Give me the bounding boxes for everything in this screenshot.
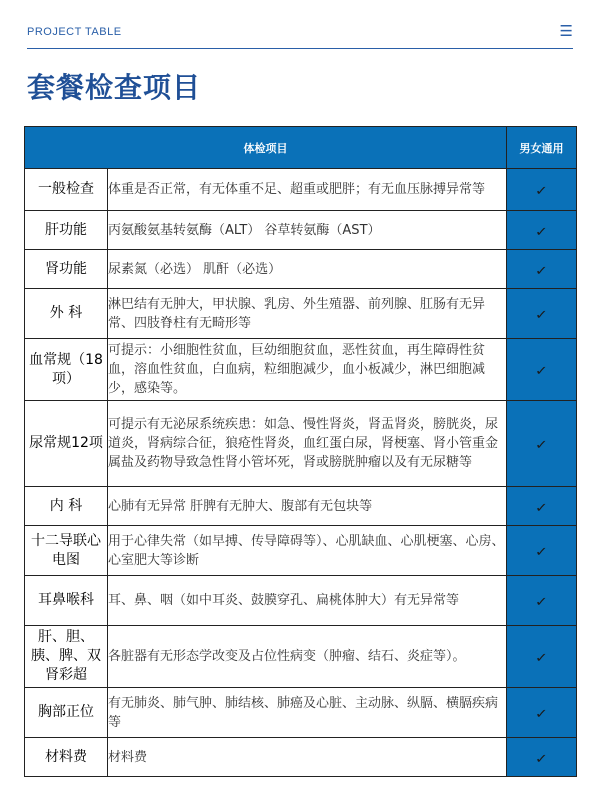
check-icon: ✓ bbox=[534, 308, 549, 323]
item-name: 内 科 bbox=[25, 487, 108, 526]
item-name: 肝功能 bbox=[25, 211, 108, 250]
item-name: 血常规（18项） bbox=[25, 339, 108, 401]
item-description: 耳、鼻、咽（如中耳炎、鼓膜穿孔、扁桃体肿大）有无异常等 bbox=[108, 576, 507, 626]
menu-icon[interactable]: ☰ bbox=[559, 22, 573, 40]
item-description: 尿素氮（必选） 肌酐（必选） bbox=[108, 250, 507, 289]
check-icon: ✓ bbox=[534, 224, 549, 240]
item-name: 一般检查 bbox=[25, 169, 108, 211]
general-cell bbox=[507, 576, 577, 626]
table-header-row bbox=[25, 127, 577, 169]
item-description: 可提示有无泌尿系统疾患：如急、慢性肾炎，肾盂肾炎，膀胱炎，尿道炎，肾病综合征，狼疮性肾炎，血红蛋白尿，肾梗塞、肾小管重金属盐及药物导致急性肾小管坏死，肾或膀胱肿瘤以及有无尿糖等 bbox=[108, 401, 507, 487]
top-bar bbox=[27, 20, 573, 49]
check-icon: ✓ bbox=[534, 595, 549, 610]
general-cell bbox=[507, 339, 577, 401]
general-cell bbox=[507, 688, 577, 738]
table-row bbox=[25, 487, 577, 526]
general-cell bbox=[507, 289, 577, 339]
item-name: 耳鼻喉科 bbox=[25, 576, 108, 626]
package-table bbox=[24, 126, 577, 777]
page-title: 套餐检查项目 bbox=[27, 71, 202, 104]
item-name: 胸部正位 bbox=[25, 688, 108, 738]
table-row bbox=[25, 526, 577, 576]
general-cell bbox=[507, 487, 577, 526]
item-name: 肝、胆、胰、脾、双肾彩超 bbox=[25, 626, 108, 688]
item-description: 可提示：小细胞性贫血，巨幼细胞贫血，恶性贫血，再生障碍性贫血，溶血性贫血，白血病，粒细胞减少，血小板减少，淋巴细胞减少，感染等。 bbox=[108, 339, 507, 401]
table-row bbox=[25, 289, 577, 339]
item-name: 材料费 bbox=[25, 738, 108, 777]
general-cell bbox=[507, 401, 577, 487]
general-cell bbox=[507, 626, 577, 688]
check-icon: ✓ bbox=[534, 364, 549, 379]
item-description: 各脏器有无形态学改变及占位性病变（肿瘤、结石、炎症等）。 bbox=[108, 626, 507, 688]
table-row bbox=[25, 169, 577, 211]
check-icon: ✓ bbox=[534, 651, 549, 666]
item-description: 体重是否正常，有无体重不足、超重或肥胖；有无血压脉搏异常等 bbox=[108, 169, 507, 211]
item-description: 用于心律失常（如早搏、传导障碍等）、心肌缺血、心肌梗塞、心房、心室肥大等诊断 bbox=[108, 526, 507, 576]
brand-label: PROJECT TABLE bbox=[27, 26, 122, 38]
general-cell bbox=[507, 211, 577, 250]
item-description: 心肺有无异常 肝脾有无肿大、腹部有无包块等 bbox=[108, 487, 507, 526]
item-description: 有无肺炎、肺气肿、肺结核、肺癌及心脏、主动脉、纵膈、横膈疾病等 bbox=[108, 688, 507, 738]
check-icon: ✓ bbox=[534, 500, 549, 516]
table-row bbox=[25, 339, 577, 401]
item-description: 丙氨酸氨基转氨酶（ALT） 谷草转氨酶（AST） bbox=[108, 211, 507, 250]
table-row bbox=[25, 626, 577, 688]
table-row bbox=[25, 576, 577, 626]
table-row bbox=[25, 688, 577, 738]
general-cell bbox=[507, 250, 577, 289]
item-name: 肾功能 bbox=[25, 250, 108, 289]
table-row bbox=[25, 250, 577, 289]
check-icon: ✓ bbox=[534, 184, 549, 199]
check-icon: ✓ bbox=[534, 751, 549, 767]
general-cell bbox=[507, 169, 577, 211]
check-icon: ✓ bbox=[534, 263, 549, 279]
check-icon: ✓ bbox=[534, 545, 549, 560]
item-description: 材料费 bbox=[108, 738, 507, 777]
table-row bbox=[25, 211, 577, 250]
table-row bbox=[25, 738, 577, 777]
table-row bbox=[25, 401, 577, 487]
check-icon: ✓ bbox=[534, 438, 549, 453]
check-icon: ✓ bbox=[534, 707, 549, 722]
item-description: 淋巴结有无肿大，甲状腺、乳房、外生殖器、前列腺、肛肠有无异常、四肢脊柱有无畸形等 bbox=[108, 289, 507, 339]
item-name: 外 科 bbox=[25, 289, 108, 339]
column-header-general: 男女通用 bbox=[507, 127, 577, 169]
general-cell bbox=[507, 738, 577, 777]
general-cell bbox=[507, 526, 577, 576]
column-header-items: 体检项目 bbox=[25, 127, 507, 169]
item-name: 十二导联心电图 bbox=[25, 526, 108, 576]
item-name: 尿常规12项 bbox=[25, 401, 108, 487]
